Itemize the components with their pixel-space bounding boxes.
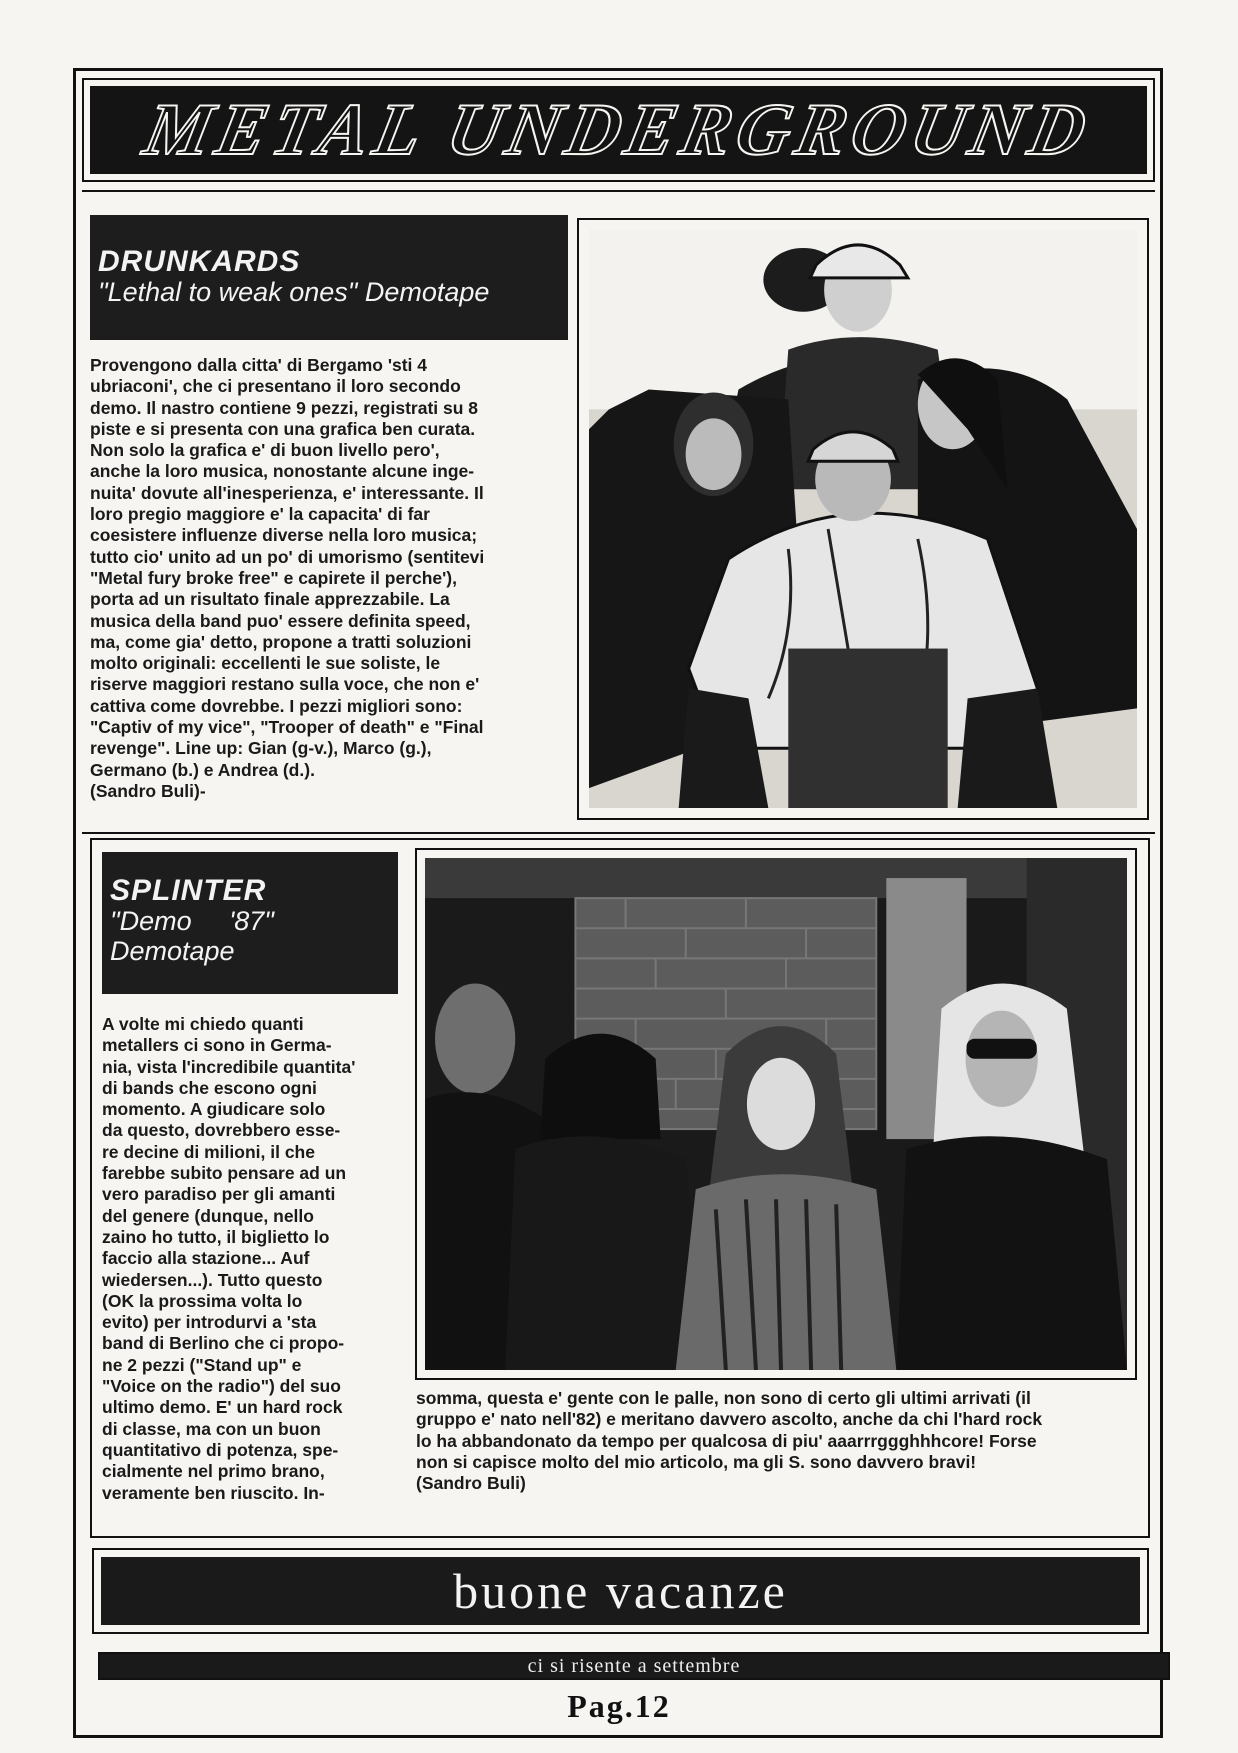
text-line: nia, vista l'incredibile quantita' xyxy=(102,1056,356,1077)
text-line: ultimo demo. E' un hard rock xyxy=(102,1397,343,1418)
text-line: demo. Il nastro contiene 9 pezzi, registrati su 8 xyxy=(90,397,479,418)
text-line: gruppo e' nato nell'82) e meritano davvero ascolto, anche da chi l'hard rock xyxy=(416,1409,1043,1430)
text-line: somma, questa e' gente con le palle, non sono di certo gli ultimi arrivati (il xyxy=(416,1388,1031,1408)
masthead xyxy=(82,78,1155,182)
text-line: faccio alla stazione... Auf xyxy=(102,1248,310,1269)
review-body-continued xyxy=(416,1388,1141,1494)
text-line: del genere (dunque, nello xyxy=(102,1205,314,1226)
release-title: "Demo '87" xyxy=(110,906,274,936)
text-line: A volte mi chiedo quanti xyxy=(102,1014,304,1034)
footer-title: buone vacanze xyxy=(453,1563,788,1619)
magazine-title: METAL UNDERGROUND xyxy=(137,88,1100,171)
text-line: riserve maggiori restano sulla voce, che non e' xyxy=(90,674,480,695)
text-line: non si capisce molto del mio articolo, ma gli S. sono davvero bravi! xyxy=(416,1451,977,1472)
text-line: cattiva come dovrebbe. I pezzi migliori sono: xyxy=(90,695,463,716)
release-format: Demotape xyxy=(110,935,235,966)
text-line: nuita' dovute all'inesperienza, e' interessante. Il xyxy=(90,482,484,503)
text-line: loro pregio maggiore e' la capacita' di far xyxy=(90,504,430,525)
text-line: revenge". Line up: Gian (g-v.), Marco (g.), xyxy=(90,738,432,759)
splinter-photo xyxy=(425,858,1127,1370)
release-title: "Lethal to weak ones" Demotape xyxy=(98,277,490,307)
text-line: vero paradiso per gli amanti xyxy=(102,1184,336,1205)
text-line: re decine di milioni, il che xyxy=(102,1141,315,1162)
footer-banner-frame xyxy=(92,1548,1149,1634)
text-line: di bands che escono ogni xyxy=(102,1077,317,1098)
masthead-banner xyxy=(90,86,1147,174)
text-line: coesistere influenze diverse nella loro musica; xyxy=(90,525,478,546)
text-line: porta ad un risultato finale apprezzabile. La xyxy=(90,589,450,610)
text-line: tutto cio' unito ad un po' di umorismo (sentitevi xyxy=(90,546,485,567)
band-name: DRUNKARDS xyxy=(98,245,301,278)
page-number: Pag.12 xyxy=(567,1688,671,1724)
text-line: zaino ho tutto, il biglietto lo xyxy=(102,1226,330,1247)
text-line: musica della band puo' essere definita speed, xyxy=(90,610,471,631)
text-line: anche la loro musica, nonostante alcune inge- xyxy=(90,461,475,482)
text-line: band di Berlino che ci propo- xyxy=(102,1333,345,1354)
text-line: wiedersen...). Tutto questo xyxy=(102,1269,323,1290)
review-title-block xyxy=(90,215,568,340)
section-divider xyxy=(82,832,1155,834)
text-line: di classe, ma con un buon xyxy=(102,1418,321,1439)
text-line: quantitativo di potenza, spe- xyxy=(102,1439,339,1460)
text-line: Non solo la grafica e' di buon livello pero', xyxy=(90,440,440,461)
masthead-divider xyxy=(82,190,1155,192)
review-body xyxy=(90,355,560,802)
footer-strap xyxy=(98,1652,1170,1680)
text-line: lo ha abbandonato da tempo per qualcosa di piu' aaarrrggghhhcore! Forse xyxy=(416,1430,1037,1451)
text-line: ma, come gia' detto, propone a tratti soluzioni xyxy=(90,631,472,652)
text-line: veramente ben riuscito. In- xyxy=(102,1482,325,1503)
text-line: ubriaconi', che ci presentano il loro secondo xyxy=(90,376,461,397)
text-line: Provengono dalla citta' di Bergamo 'sti 4 xyxy=(90,355,428,375)
review-body xyxy=(102,1014,402,1504)
text-line: molto originali: eccellenti le sue soliste, le xyxy=(90,653,441,674)
text-line: cialmente nel primo brano, xyxy=(102,1461,325,1482)
band-photo xyxy=(415,848,1137,1380)
footer-banner xyxy=(101,1557,1140,1625)
text-line: metallers ci sono in Germa- xyxy=(102,1035,332,1056)
text-line: evito) per introdurvi a 'sta xyxy=(102,1312,317,1333)
text-line: "Voice on the radio") del suo xyxy=(102,1376,341,1397)
text-line: piste e si presenta con una grafica ben curata. xyxy=(90,418,476,439)
text-line: momento. A giudicare solo xyxy=(102,1099,326,1120)
text-line: Germano (b.) e Andrea (d.). xyxy=(90,759,315,780)
drunkards-photo xyxy=(589,230,1137,808)
text-line: "Captiv of my vice", "Trooper of death" e "Final xyxy=(90,717,484,738)
band-photo xyxy=(577,218,1149,820)
text-line: (Sandro Buli)- xyxy=(90,780,206,801)
strap-text: ci si risente a settembre xyxy=(527,1654,741,1677)
text-line: (OK la prossima volta lo xyxy=(102,1290,303,1311)
text-line: (Sandro Buli) xyxy=(416,1473,526,1494)
text-line: ne 2 pezzi ("Stand up" e xyxy=(102,1354,302,1375)
text-line: "Metal fury broke free" e capirete il perche'), xyxy=(90,567,457,588)
review-title-block xyxy=(102,852,398,994)
text-line: farebbe subito pensare ad un xyxy=(102,1163,347,1184)
band-name: SPLINTER xyxy=(110,874,267,907)
text-line: da questo, dovrebbero esse- xyxy=(102,1120,341,1141)
